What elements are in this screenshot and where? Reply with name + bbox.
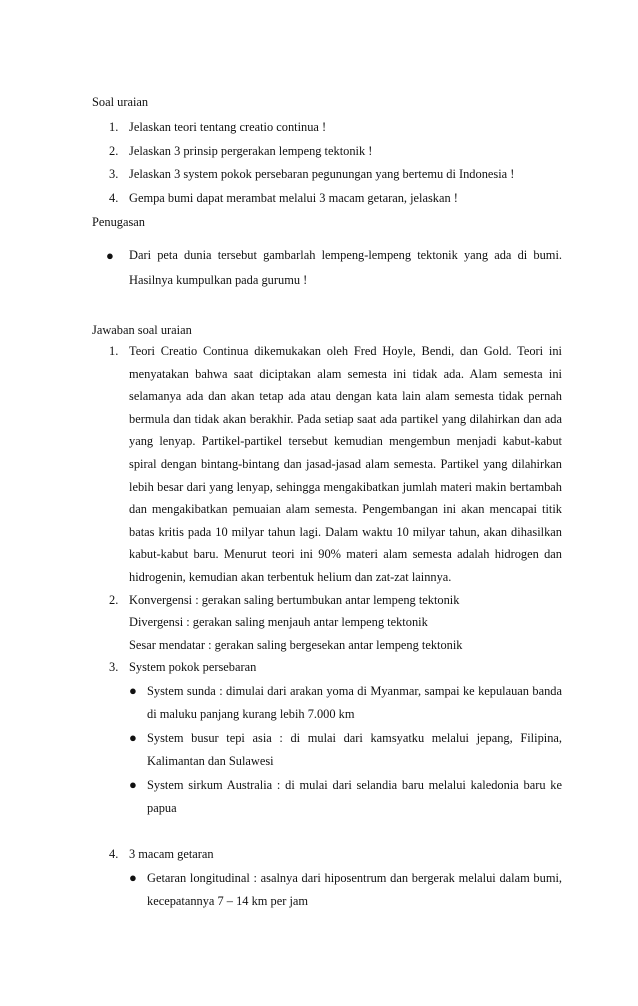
divergensi-text: Divergensi : gerakan saling menjauh antar lempeng tektonik bbox=[129, 615, 428, 630]
soal-item bbox=[92, 187, 562, 211]
jawaban-item-number: 3. bbox=[109, 660, 119, 675]
jawaban-item-4 bbox=[92, 843, 562, 912]
system-bullet-item bbox=[129, 727, 562, 772]
getaran-bullet-item bbox=[129, 867, 562, 912]
soal-item-number: 1. bbox=[109, 120, 119, 134]
soal-item bbox=[92, 163, 562, 187]
jawaban-item-3 bbox=[92, 656, 562, 819]
konvergensi-text: Konvergensi : gerakan saling bertumbukan antar lempeng tektonik bbox=[129, 592, 460, 607]
jawaban-item-number: 2. bbox=[109, 592, 119, 607]
sesar-mendatar-text: Sesar mendatar : gerakan saling bergesekan antar lempeng tektonik bbox=[129, 637, 463, 652]
penugasan-text: Dari peta dunia tersebut gambarlah lempeng-lempeng tektonik yang ada di bumi. Hasilnya kumpulkan pada gurumu ! bbox=[129, 248, 562, 287]
soal-item-text: Gempa bumi dapat merambat melalui 3 macam getaran, jelaskan ! bbox=[129, 190, 458, 205]
soal-list bbox=[92, 116, 562, 210]
soal-item-text: Jelaskan 3 prinsip pergerakan lempeng tektonik ! bbox=[129, 143, 373, 158]
soal-item-text: Jelaskan 3 system pokok persebaran pegunungan yang bertemu di Indonesia ! bbox=[129, 167, 515, 181]
soal-item-text: Jelaskan teori tentang creatio continua ! bbox=[129, 120, 327, 134]
jawaban-list bbox=[92, 340, 562, 912]
system-bullet-item bbox=[129, 774, 562, 819]
soal-item bbox=[92, 116, 562, 140]
jawaban-item-number: 1. bbox=[109, 344, 119, 358]
jawaban-item-2 bbox=[92, 589, 562, 657]
system-bullet-item bbox=[129, 680, 562, 725]
jawaban-item-1 bbox=[92, 340, 562, 589]
soal-item-number: 2. bbox=[109, 143, 119, 158]
jawaban-item-number: 4. bbox=[109, 847, 119, 862]
jawaban-item-text: Teori Creatio Continua dikemukakan oleh Fred Hoyle, Bendi, dan Gold. Teori ini menyatakan bahwa saat diciptakan alam semesta ini tidak ada. Alam semesta ini selamanya ada dan akan tetap ada atau dengan kata lain alam semesta tidak pernah bermula dan tidak akan berakhir. Pada setiap saat ada partikel yang dilahirkan dan ada yang lenyap. Partikel-partikel tersebut kemudian mengembun menjadi kabut-kabut spiral dengan bintang-bintang dan jasad-jasad alam semesta. Partikel yang dilahirkan lebih besar dari yang lenyap, sehingga mengakibatkan jumlah materi makin bertambah dan mengakibatkan pemuaian alam semesta. Pengembangan ini akan mencapai titik batas kritis pada 10 milyar tahun lagi. Dalam waktu 10 milyar tahun, akan dihasilkan kabut-kabut baru. Menurut teori ini 90% materi alam semesta adalah hidrogen dan hidrogenin, kemudian akan terbentuk helium dan zat-zat lainnya. bbox=[129, 344, 562, 584]
system-text: System busur tepi asia : di mulai dari kamsyatku melalui jepang, Filipina, Kalimantan dan Sulawesi bbox=[147, 731, 562, 768]
penugasan-bullet-item bbox=[92, 243, 562, 293]
jawaban-heading: Jawaban soal uraian bbox=[92, 323, 192, 337]
bullet-icon: ● bbox=[129, 870, 137, 886]
soal-item-number: 3. bbox=[109, 167, 119, 181]
bullet-icon: ● bbox=[106, 248, 114, 263]
penugasan-list bbox=[92, 243, 562, 293]
soal-item-number: 4. bbox=[109, 190, 119, 205]
soal-item bbox=[92, 140, 562, 164]
soal-heading: Soal uraian bbox=[92, 95, 149, 109]
system-list bbox=[129, 680, 562, 820]
system-text: System sirkum Australia : di mulai dari selandia baru melalui kaledonia baru ke papua bbox=[147, 778, 562, 815]
penugasan-heading: Penugasan bbox=[92, 215, 145, 229]
bullet-icon: ● bbox=[129, 682, 137, 698]
jawaban-item-title: System pokok persebaran bbox=[129, 660, 257, 675]
system-text: System sunda : dimulai dari arakan yoma di Myanmar, sampai ke kepulauan banda di maluku panjang kurang lebih 7.000 km bbox=[147, 683, 562, 721]
getaran-list bbox=[129, 867, 562, 912]
bullet-icon: ● bbox=[129, 730, 137, 746]
bullet-icon: ● bbox=[129, 777, 137, 793]
getaran-text: Getaran longitudinal : asalnya dari hiposentrum dan bergerak melalui dalam bumi, kecepatannya 7 – 14 km per jam bbox=[147, 871, 562, 908]
document-page bbox=[92, 92, 562, 912]
jawaban-item-title: 3 macam getaran bbox=[129, 847, 214, 862]
